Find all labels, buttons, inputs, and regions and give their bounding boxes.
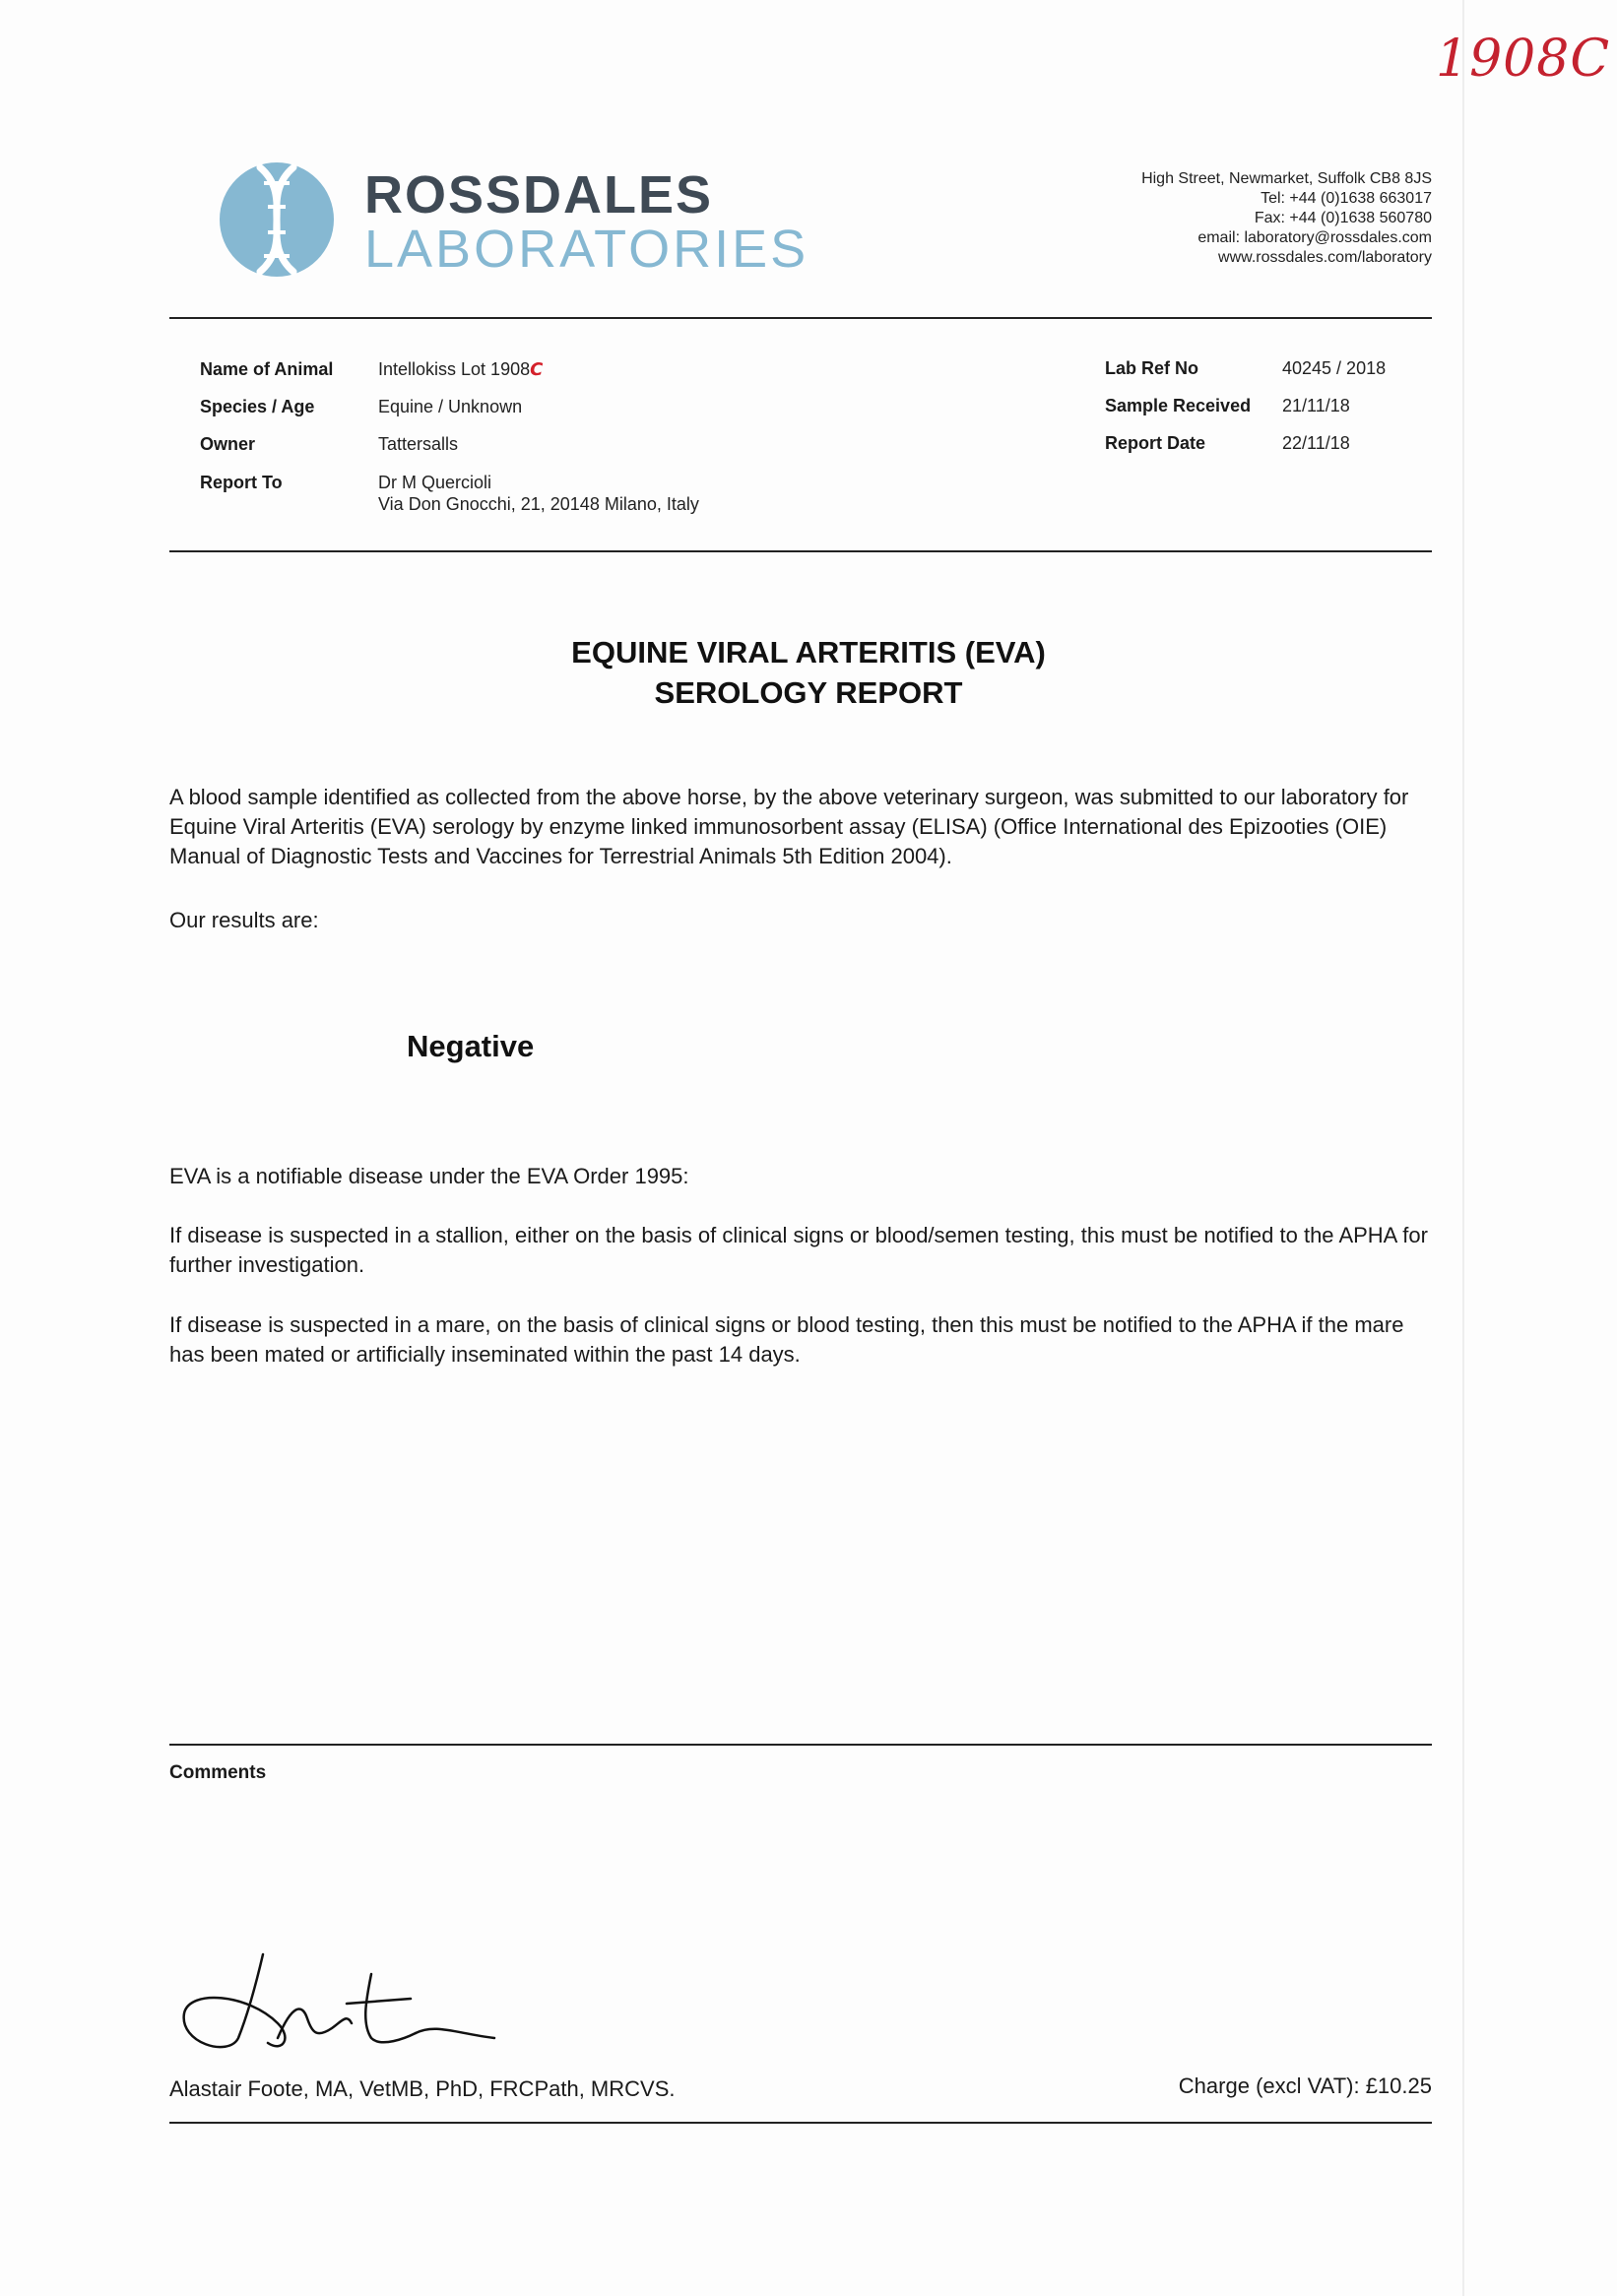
report-to-name: Dr M Quercioli — [378, 473, 492, 492]
notifiable-statement: EVA is a notifiable disease under the EVA Order 1995: — [169, 1164, 689, 1188]
header-divider — [169, 317, 1432, 319]
footer-divider — [169, 2122, 1432, 2124]
test-result: Negative — [407, 1029, 535, 1063]
species-value: Equine / Unknown — [378, 397, 523, 416]
address-web: www.rossdales.com/laboratory — [1218, 249, 1432, 266]
report-to-address: Via Don Gnocchi, 21, 20148 Milano, Italy — [378, 494, 699, 514]
brand-name-line2: LABORATORIES — [364, 220, 809, 279]
sample-received-label: Sample Received — [1105, 396, 1252, 415]
report-to-label: Report To — [200, 473, 283, 492]
brand-name-line1: ROSSDALES — [364, 165, 714, 224]
comments-label: Comments — [169, 1762, 267, 1783]
signer-name: Alastair Foote, MA, VetMB, PhD, FRCPath, MRCVS. — [169, 2076, 676, 2101]
sample-received-value: 21/11/18 — [1282, 396, 1350, 415]
signature-icon — [169, 1945, 504, 2063]
lab-ref-value: 40245 / 2018 — [1282, 358, 1387, 378]
handwritten-lot-note: 1908C — [1436, 30, 1611, 89]
animal-name-suffix: C — [530, 359, 544, 380]
animal-name-value — [378, 359, 543, 380]
address-fax: Fax: +44 (0)1638 560780 — [1254, 210, 1432, 226]
mare-guidance: If disease is suspected in a mare, on the basis of clinical signs or blood testing, then this must be notified to the APHA if the mare has been mated or artificially inseminated within the past 14 days. — [169, 1312, 1404, 1367]
owner-value: Tattersalls — [378, 434, 459, 454]
report-date-label: Report Date — [1105, 433, 1206, 453]
lab-address — [1141, 169, 1432, 268]
charge-amount: Charge (excl VAT): £10.25 — [1178, 2073, 1432, 2098]
info-divider — [169, 550, 1432, 552]
animal-name-label: Name of Animal — [200, 359, 334, 379]
species-label: Species / Age — [200, 397, 315, 416]
stallion-guidance: If disease is suspected in a stallion, either on the basis of clinical signs or blood/semen testing, this must be notified to the APHA for further investigation. — [169, 1223, 1428, 1277]
address-email: email: laboratory@rossdales.com — [1197, 229, 1432, 246]
page-edge — [1462, 0, 1464, 2296]
animal-name-text: Intellokiss Lot 1908 — [378, 359, 531, 379]
dna-logo-icon — [217, 158, 337, 282]
owner-label: Owner — [200, 434, 256, 454]
report-date-value: 22/11/18 — [1282, 433, 1350, 453]
results-lead: Our results are: — [169, 908, 319, 932]
address-street: High Street, Newmarket, Suffolk CB8 8JS — [1141, 170, 1432, 187]
lab-ref-label: Lab Ref No — [1105, 358, 1199, 378]
report-title-line2: SEROLOGY REPORT — [654, 675, 963, 710]
comments-divider — [169, 1744, 1432, 1746]
address-tel: Tel: +44 (0)1638 663017 — [1261, 190, 1432, 207]
intro-paragraph: A blood sample identified as collected from the above horse, by the above veterinary surgeon, was submitted to our laboratory for Equine Viral Arteritis (EVA) serology by enzyme linked immunosorbent assay (ELISA) (Office International des Epizooties (OIE) Manual of Diagnostic Tests and Vaccines for Terrestrial Animals 5th Edition 2004). — [169, 785, 1409, 868]
report-title-line1: EQUINE VIRAL ARTERITIS (EVA) — [571, 635, 1046, 670]
